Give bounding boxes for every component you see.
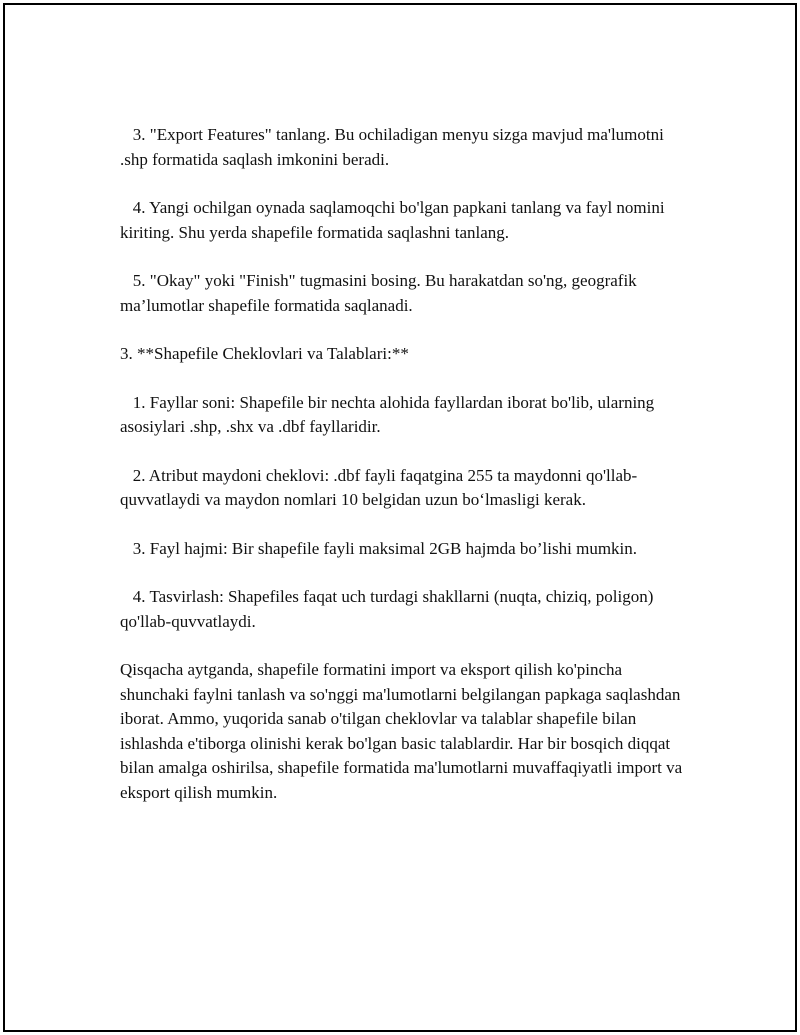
list-item-geometry-types: 4. Tasvirlash: Shapefiles faqat uch turdagi shakllarni (nuqta, chiziq, poligon) qo'llab-quvvatlaydi.	[120, 587, 658, 631]
summary-paragraph: Qisqacha aytganda, shapefile formatini import va eksport qilish ko'pincha shunchaki faylni tanlash va so'nggi ma'lumotlarni belgilangan papkaga saqlashdan iborat. Ammo, yuqorida sanab o'tilgan cheklovlar va talablar shapefile bilan ishlashda e'tiborga olinishi kerak bo'lgan basic talablardir. Har bir bosqich diqqat bilan amalga oshirilsa, shapefile formatida ma'lumotlarni muvaffaqiyatli import va eksport qilish mumkin.	[120, 660, 687, 802]
section-heading-limits: 3. **Shapefile Cheklovlari va Talablari:**	[120, 344, 409, 363]
list-item-file-size: 3. Fayl hajmi: Bir shapefile fayli maksimal 2GB hajmda bo’lishi mumkin.	[120, 538, 638, 558]
list-item-file-count: 1. Fayllar soni: Shapefile bir nechta alohida fayllardan iborat bo'lib, ularning asosiylari .shp, .shx va .dbf fayllaridir.	[120, 392, 659, 436]
document-body	[120, 123, 690, 805]
list-item-finish: 5. "Okay" yoki "Finish" tugmasini bosing. Bu harakatdan so'ng, geografik ma’lumotlar shapefile formatida saqlanadi.	[120, 271, 641, 315]
list-item-export-features: 3. "Export Features" tanlang. Bu ochiladigan menyu sizga mavjud ma'lumotni .shp formatida saqlash imkonini beradi.	[120, 125, 669, 169]
page-frame	[3, 3, 797, 1032]
list-item-choose-folder: 4. Yangi ochilgan oynada saqlamoqchi bo'lgan papkani tanlang va fayl nomini kiriting. Shu yerda shapefile formatida saqlashni tanlang.	[120, 198, 669, 242]
list-item-attribute-limit: 2. Atribut maydoni cheklovi: .dbf fayli faqatgina 255 ta maydonni qo'llab-quvvatlaydi va maydon nomlari 10 belgidan uzun bo‘lmasligi kerak.	[120, 465, 638, 509]
